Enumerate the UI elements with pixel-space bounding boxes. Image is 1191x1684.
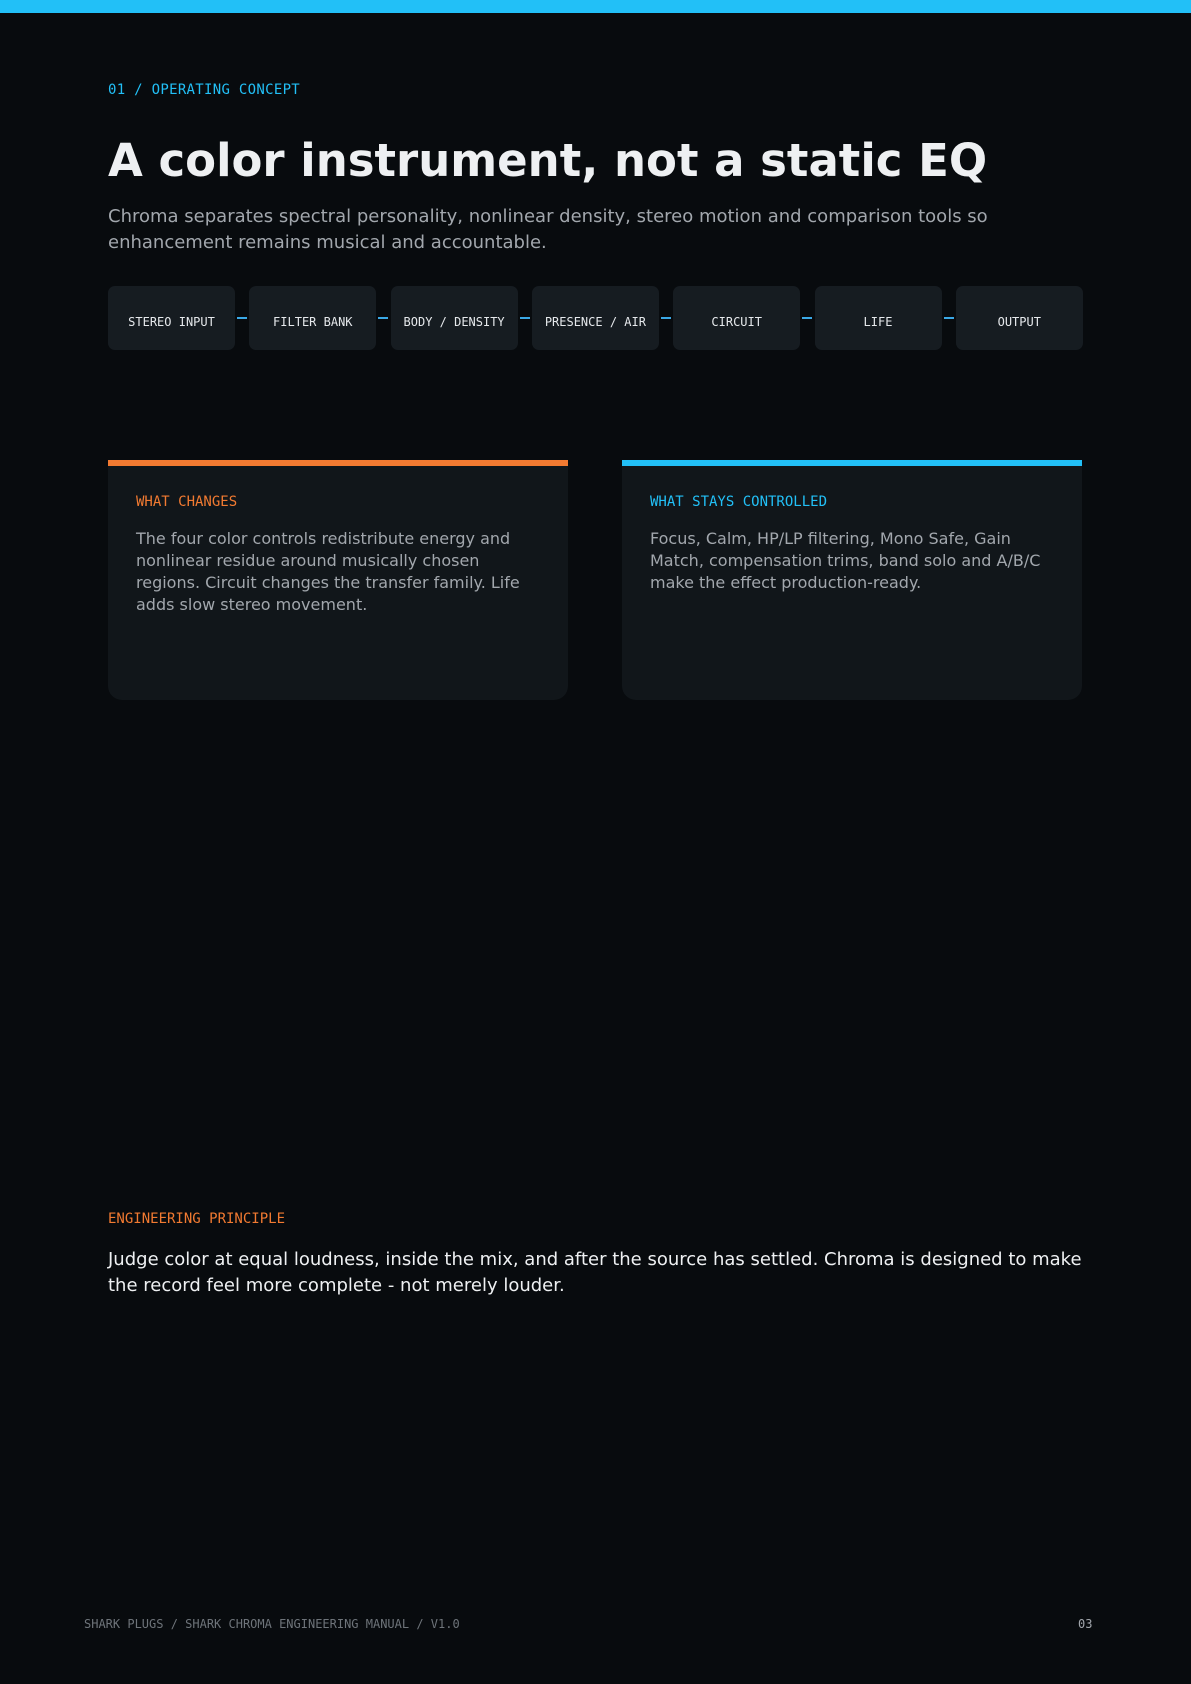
flow-node-presence-air: PRESENCE / AIR (532, 286, 659, 350)
flow-connector (237, 317, 247, 319)
lead-paragraph: Chroma separates spectral personality, nonlinear density, stereo motion and comparison tools so enhancement remains musical and accountable. (108, 206, 988, 253)
card-body: Focus, Calm, HP/LP filtering, Mono Safe, Gain Match, compensation trims, band solo and A/B/C make the effect production-ready. (650, 529, 1041, 592)
footer-page-number: 03 (1078, 1617, 1093, 1631)
card-body: The four color controls redistribute energy and nonlinear residue around musically chosen regions. Circuit changes the transfer family. Life adds slow stereo movement. (136, 529, 520, 614)
footer-document-title: SHARK PLUGS / SHARK CHROMA ENGINEERING MANUAL / V1.0 (84, 1617, 460, 1631)
flow-node-body-density: BODY / DENSITY (391, 286, 518, 350)
flow-node-life: LIFE (815, 286, 942, 350)
principle-label: ENGINEERING PRINCIPLE (108, 1211, 286, 1227)
flow-connector (802, 317, 812, 319)
flow-node-output: OUTPUT (956, 286, 1083, 350)
card-accent-bar (108, 460, 568, 466)
page-title: A color instrument, not a static EQ (108, 134, 988, 187)
flow-connector (661, 317, 671, 319)
flow-node-stereo-input: STEREO INPUT (108, 286, 235, 350)
signal-flow-diagram (108, 286, 1083, 350)
card-label: WHAT CHANGES (136, 494, 238, 510)
flow-connector (520, 317, 530, 319)
flow-connector (378, 317, 388, 319)
section-label: 01 / OPERATING CONCEPT (108, 82, 301, 98)
top-accent-bar (0, 0, 1191, 13)
flow-node-circuit: CIRCUIT (673, 286, 800, 350)
card-accent-bar (622, 460, 1082, 466)
card-what-changes (108, 460, 568, 700)
flow-node-filter-bank: FILTER BANK (249, 286, 376, 350)
flow-connector (944, 317, 954, 319)
card-label: WHAT STAYS CONTROLLED (650, 494, 828, 510)
card-what-stays-controlled (622, 460, 1082, 700)
principle-text: Judge color at equal loudness, inside the mix, and after the source has settled. Chroma is designed to make the record feel more complete - not merely louder. (108, 1249, 1082, 1296)
